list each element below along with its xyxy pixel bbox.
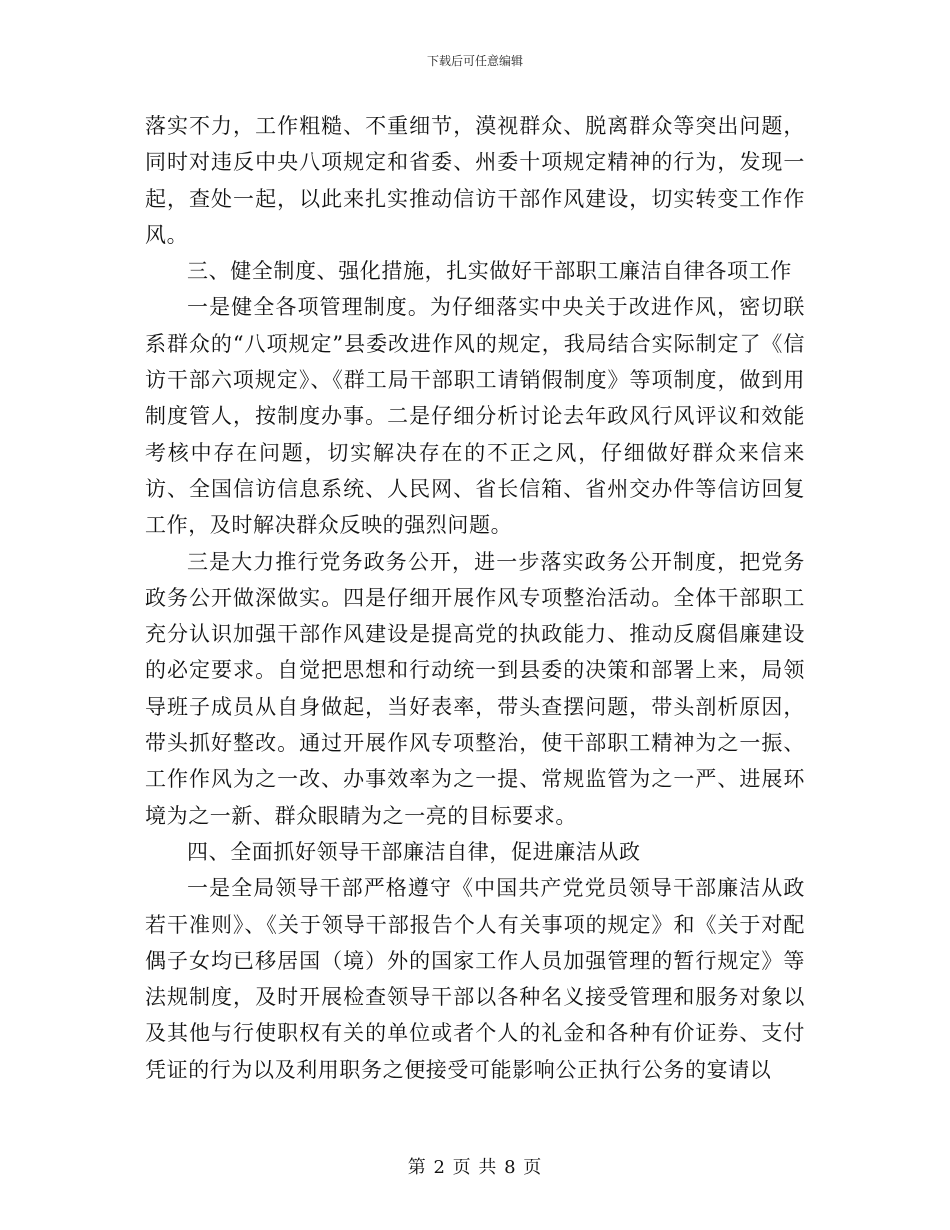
page-header: 下载后可任意编辑	[426, 54, 523, 68]
paragraph: 一是全局领导干部严格遵守《中国共产党党员领导干部廉洁从政若干准则》、《关于领导干部报告个人有关事项的规定》和《关于对配偶子女均已移居国（境）外的国家工作人员加强管理的暂行规定》等法规制度，及时开展检查领导干部以各种名义接受管理和服务对象以及其他与行使职权有关的单位或者个人的礼金和各种有价证券、支付凭证的行为以及利用职务之便接受可能影响公正执行公务的宴请以	[145, 876, 805, 1082]
document-body	[145, 108, 805, 1088]
paragraph-continuation: 落实不力，工作粗糙、不重细节，漠视群众、脱离群众等突出问题，同时对违反中央八项规定和省委、州委十项规定精神的行为，发现一起，查处一起，以此来扎实推动信访干部作风建设，切实转变工作作风。	[145, 114, 805, 247]
section-heading-4: 四、全面抓好领导干部廉洁自律，促进廉洁从政	[187, 839, 641, 864]
paragraph: 三是大力推行党务政务公开，进一步落实政务公开制度，把党务政务公开做深做实。四是仔细开展作风专项整治活动。全体干部职工充分认识加强干部作风建设是提高党的执政能力、推动反腐倡廉建设的必定要求。自觉把思想和行动统一到县委的决策和部署上来，局领导班子成员从自身做起，当好表率，带头查摆问题，带头剖析原因，带头抓好整改。通过开展作风专项整治，使干部职工精神为之一振、工作作风为之一改、办事效率为之一提、常规监管为之一严、进展环境为之一新、群众眼睛为之一亮的目标要求。	[145, 549, 805, 828]
section-heading-3: 三、健全制度、强化措施，扎实做好干部职工廉洁自律各项工作	[187, 259, 792, 284]
page-number: 第 2 页 共 8 页	[407, 1157, 543, 1178]
paragraph: 一是健全各项管理制度。为仔细落实中央关于改进作风，密切联系群众的“八项规定”县委改进作风的规定，我局结合实际制定了《信访干部六项规定》、《群工局干部职工请销假制度》等项制度，做到用制度管人，按制度办事。二是仔细分析讨论去年政风行风评议和效能考核中存在问题，切实解决存在的不正之风，仔细做好群众来信来访、全国信访信息系统、人民网、省长信箱、省州交办件等信访回复工作，及时解决群众反映的强烈问题。	[145, 295, 805, 538]
